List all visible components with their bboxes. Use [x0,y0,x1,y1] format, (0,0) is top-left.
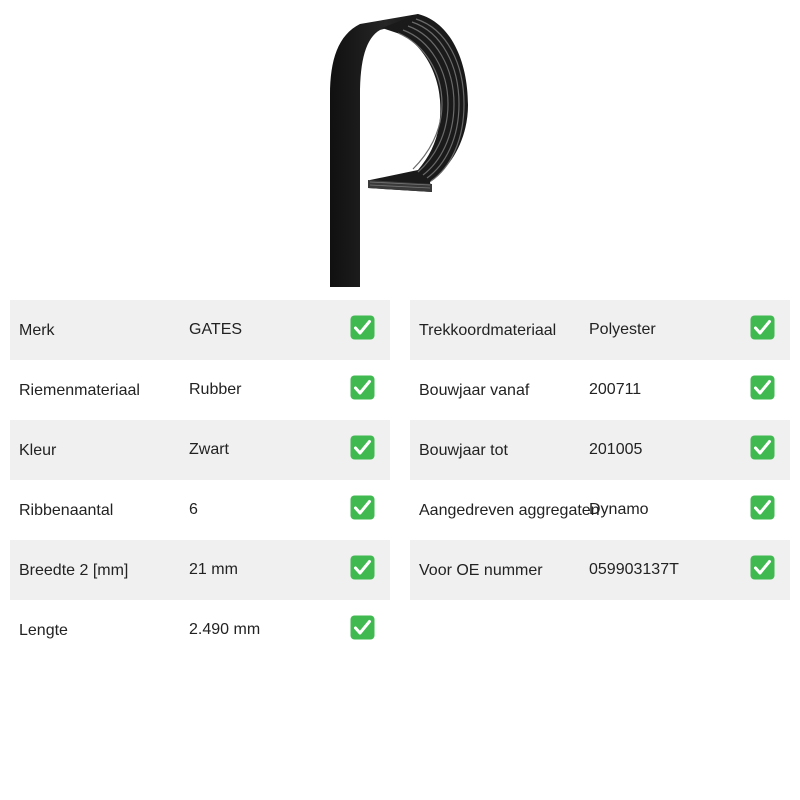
spec-label: Trekkoordmateriaal [419,322,557,339]
check-mark-icon [350,435,375,460]
check-mark-icon [750,375,775,400]
spec-row-merk [10,300,390,360]
check-mark-icon [350,375,375,400]
spec-value: Dynamo [589,501,649,518]
spec-value: 21 mm [189,561,238,578]
spec-row-voor-oe-nummer [410,540,790,600]
spec-row-breedte [10,540,390,600]
spec-label: Merk [19,322,55,339]
spec-label: Bouwjaar tot [419,442,508,459]
spec-label: Lengte [19,622,68,639]
spec-label: Aangedreven aggregaten [419,502,600,519]
check-mark-icon [350,495,375,520]
spec-value: 200711 [589,381,642,398]
check-mark-icon [750,315,775,340]
spec-value: 2.490 mm [189,621,261,638]
spec-label: Bouwjaar vanaf [419,382,530,399]
spec-row-ribbenaantal [10,480,390,540]
spec-label: Riemenmateriaal [19,382,140,399]
spec-table-right [410,300,790,600]
spec-row-lengte [10,600,390,660]
spec-label: Ribbenaantal [19,502,114,519]
spec-value: 059903137T [589,561,679,578]
check-mark-icon [350,315,375,340]
spec-value: Rubber [189,381,242,398]
spec-value: GATES [189,321,243,338]
check-mark-icon [750,555,775,580]
serpentine-belt-image [300,0,500,290]
spec-value: Zwart [189,441,229,458]
spec-row-bouwjaar-tot [410,420,790,480]
spec-value: 6 [189,501,198,518]
product-image [300,0,500,290]
spec-value: 201005 [589,441,643,458]
check-mark-icon [350,555,375,580]
spec-label: Voor OE nummer [419,562,543,579]
spec-table-left [10,300,390,660]
check-mark-icon [750,435,775,460]
spec-row-trekkoordmateriaal [410,300,790,360]
check-mark-icon [350,615,375,640]
spec-row-aangedreven-aggregaten [410,480,790,540]
spec-row-riemenmateriaal [10,360,390,420]
spec-row-kleur [10,420,390,480]
check-mark-icon [750,495,775,520]
spec-label: Breedte 2 [mm] [19,562,129,579]
spec-value: Polyester [589,321,656,338]
spec-label: Kleur [19,442,57,459]
spec-row-bouwjaar-vanaf [410,360,790,420]
